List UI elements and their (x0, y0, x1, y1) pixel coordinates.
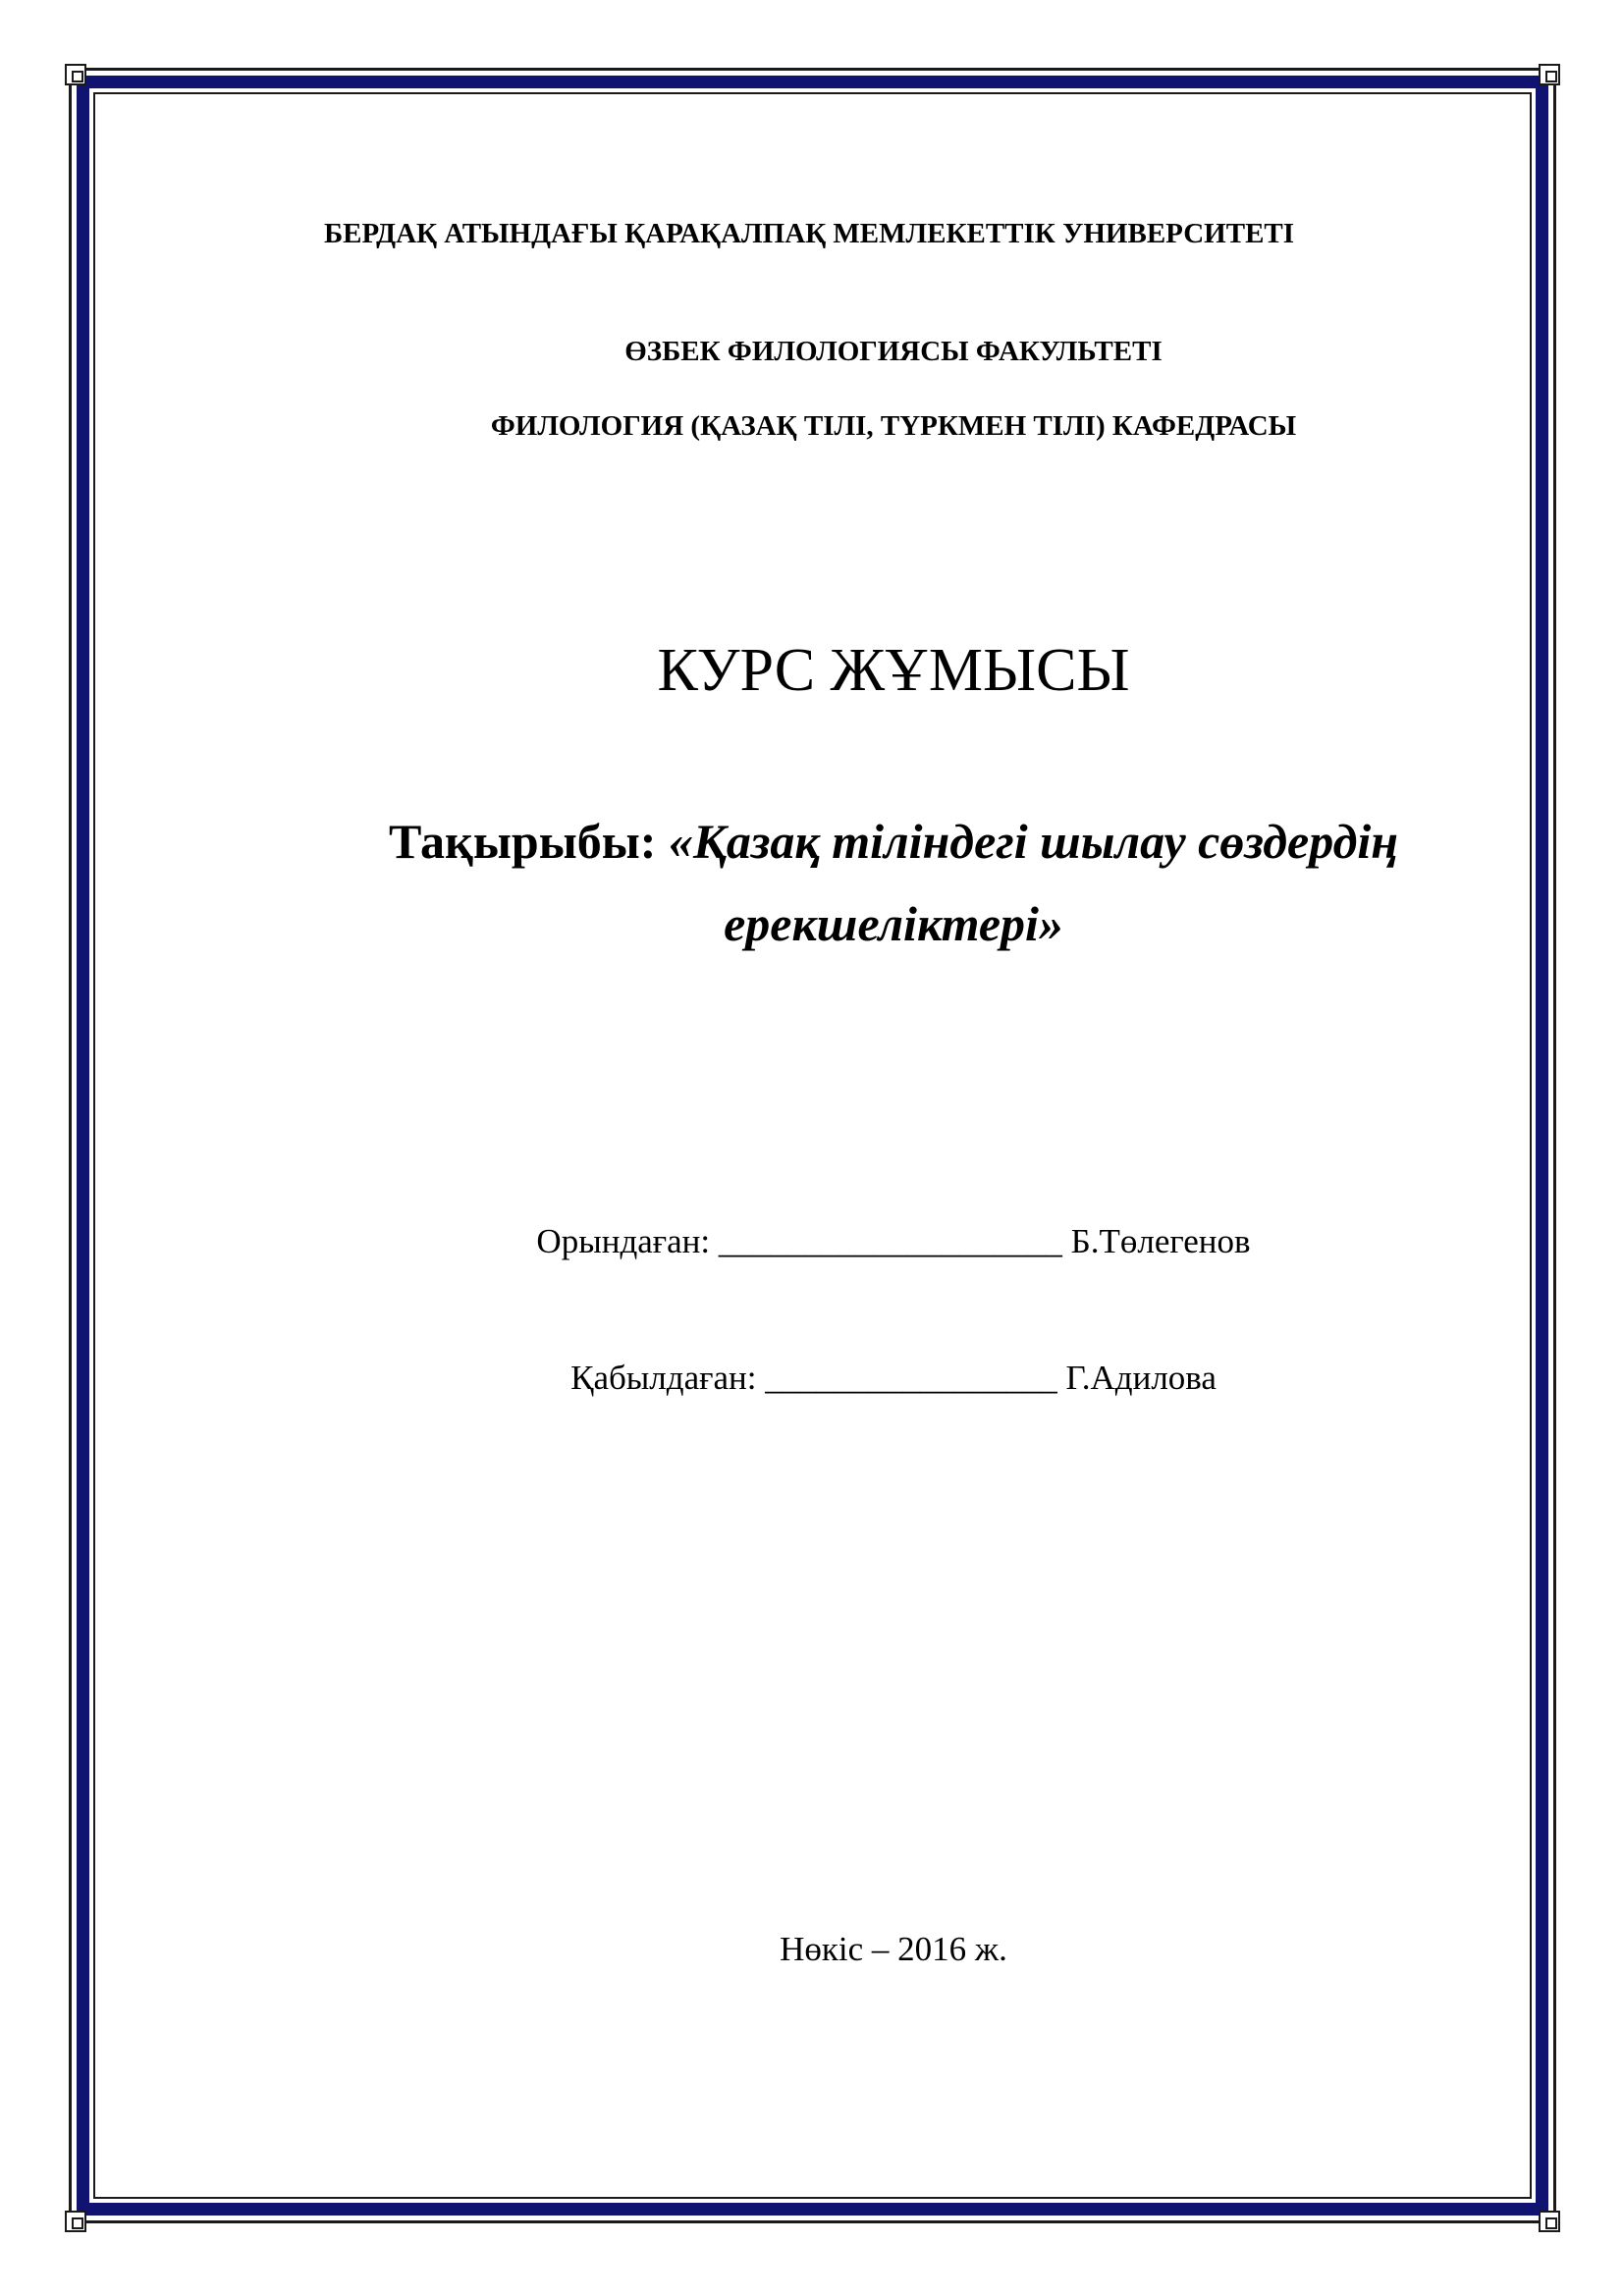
acceptor-row (118, 1359, 1623, 1398)
corner-ornament-top-right (1539, 64, 1560, 85)
topic-block (314, 800, 1473, 965)
acceptor-label: Қабылдаған: (570, 1359, 757, 1397)
department-name: ФИЛОЛОГИЯ (ҚАЗАҚ ТІЛІ, ТҮРКМЕН ТІЛІ) КАФЕДРАСЫ (490, 410, 1297, 442)
corner-ornament-top-left (65, 64, 86, 85)
acceptor-signature-line: _________________ (765, 1359, 1057, 1397)
topic-label: Тақырыбы: (388, 814, 657, 869)
topic-text: «Қазақ тіліндегі шылау сөздердің ерекшеліктері» (668, 814, 1399, 951)
university-name: БЕРДАҚ АТЫНДАҒЫ ҚАРАҚАЛПАҚ МЕМЛЕКЕТТІК УНИВЕРСИТЕТІ (324, 218, 1295, 249)
work-type-title: КУРС ЖҰМЫСЫ (657, 637, 1130, 704)
page-border-inner (93, 92, 1532, 2199)
city-year: Нөкіс – 2016 ж. (780, 1930, 1007, 1968)
corner-ornament-bottom-right (1539, 2211, 1560, 2232)
performer-row (118, 1222, 1623, 1261)
acceptor-name: Г.Адилова (1065, 1359, 1217, 1397)
faculty-name: ӨЗБЕК ФИЛОЛОГИЯСЫ ФАКУЛЬТЕТІ (624, 336, 1163, 367)
performer-label: Орындаған: (536, 1222, 711, 1260)
corner-ornament-bottom-left (65, 2211, 86, 2232)
performer-name: Б.Төлегенов (1070, 1222, 1251, 1260)
performer-signature-line: ____________________ (718, 1222, 1062, 1260)
